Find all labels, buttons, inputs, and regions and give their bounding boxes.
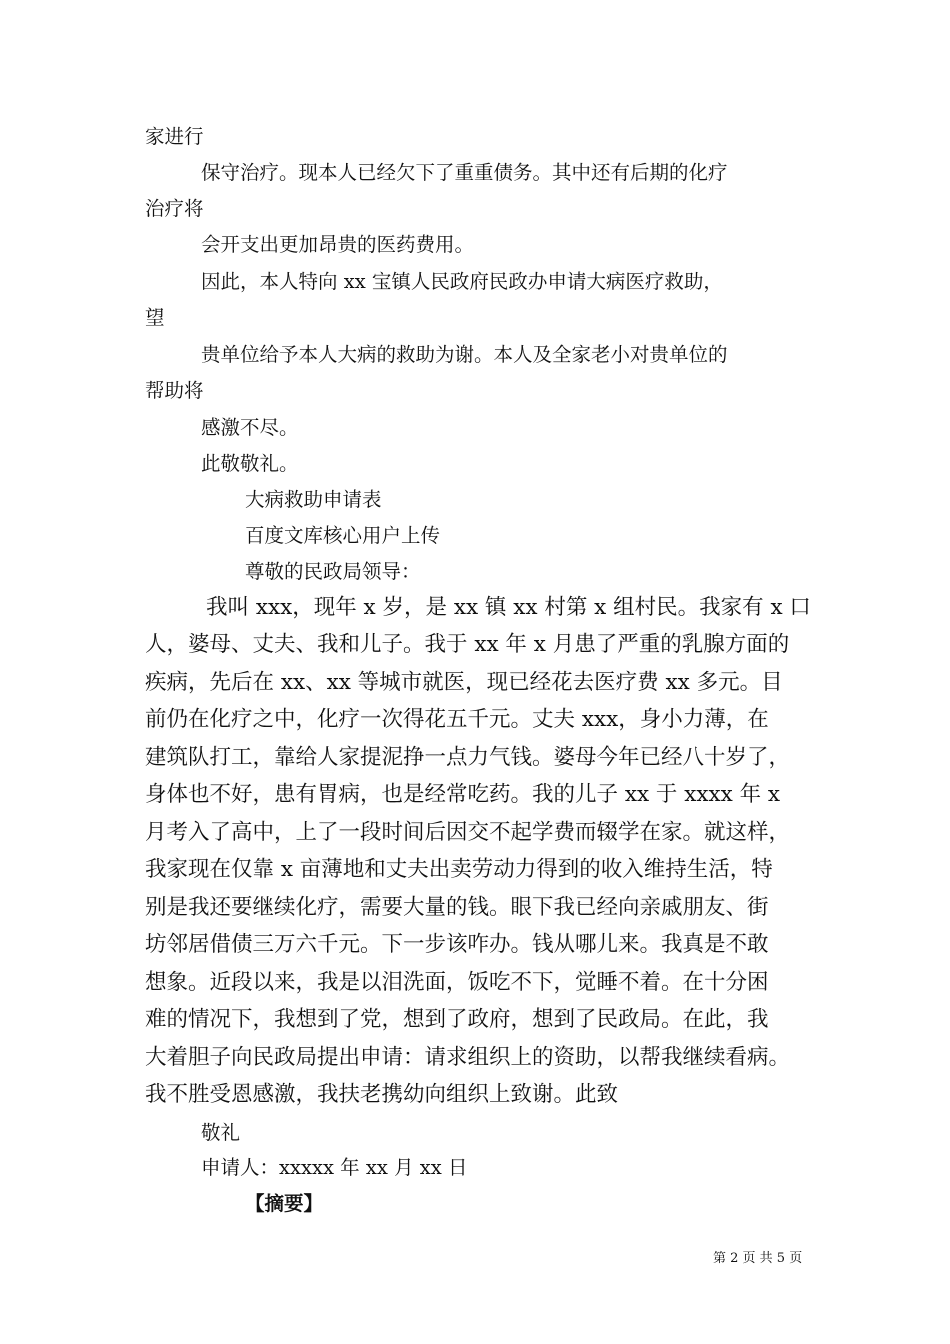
body-line: 月考入了高中，上了一段时间后因交不起学费而辍学在家。就这样， xyxy=(145,820,791,845)
body-line: 前仍在化疗之中，化疗一次得花五千元。丈夫 xxx，身小力薄，在 xyxy=(145,707,769,732)
text-line: 会开支出更加昂贵的医药费用。 xyxy=(201,233,475,256)
body-line: 大着胆子向民政局提出申请：请求组织上的资助，以帮我继续看病。 xyxy=(145,1045,791,1070)
body-line: 坊邻居借债三万六千元。下一步该咋办。钱从哪儿来。我真是不敢 xyxy=(145,932,769,957)
closing: 敬礼 xyxy=(201,1121,241,1144)
text-line: 保守治疗。现本人已经欠下了重重债务。其中还有后期的化疗 xyxy=(201,161,728,184)
body-line: 我家现在仅靠 x 亩薄地和丈夫出卖劳动力得到的收入维持生活，特 xyxy=(145,857,773,882)
body-line: 我叫 xxx，现年 x 岁，是 xx 镇 xx 村第 x 组村民。我家有 x 口 xyxy=(206,595,811,620)
text-line: 此敬敬礼。 xyxy=(201,452,299,475)
text-line: 感激不尽。 xyxy=(201,416,299,439)
body-line: 人，婆母、丈夫、我和儿子。我于 xx 年 x 月患了严重的乳腺方面的 xyxy=(145,632,790,657)
abstract-heading: 【摘要】 xyxy=(245,1192,324,1215)
text-line: 望 xyxy=(145,306,165,329)
upload-note: 百度文库核心用户上传 xyxy=(245,524,441,547)
body-line: 别是我还要继续化疗，需要大量的钱。眼下我已经向亲戚朋友、街 xyxy=(145,895,769,920)
body-line: 疾病，先后在 xx、xx 等城市就医，现已经花去医疗费 xx 多元。目 xyxy=(145,670,783,695)
text-line: 因此，本人特向 xx 宝镇人民政府民政办申请大病医疗救助， xyxy=(201,270,723,293)
text-line: 治疗将 xyxy=(145,197,204,220)
signature-line: 申请人：xxxxx 年 xx 月 xx 日 xyxy=(201,1156,468,1179)
body-line: 我不胜受恩感激，我扶老携幼向组织上致谢。此致 xyxy=(145,1082,619,1107)
salutation: 尊敬的民政局领导： xyxy=(245,560,421,583)
body-line: 想象。近段以来，我是以泪洗面，饭吃不下，觉睡不着。在十分困 xyxy=(145,970,769,995)
text-line: 帮助将 xyxy=(145,379,204,402)
text-line: 贵单位给予本人大病的救助为谢。本人及全家老小对贵单位的 xyxy=(201,343,728,366)
body-line: 身体也不好，患有胃病，也是经常吃药。我的儿子 xx 于 xxxx 年 x xyxy=(145,782,781,807)
body-line: 难的情况下，我想到了党，想到了政府，想到了民政局。在此，我 xyxy=(145,1007,769,1032)
body-line: 建筑队打工，靠给人家提泥挣一点力气钱。婆母今年已经八十岁了， xyxy=(145,745,791,770)
form-title: 大病救助申请表 xyxy=(245,488,382,511)
text-line: 家进行 xyxy=(145,125,204,148)
page-number: 第 2 页 共 5 页 xyxy=(713,1251,803,1266)
